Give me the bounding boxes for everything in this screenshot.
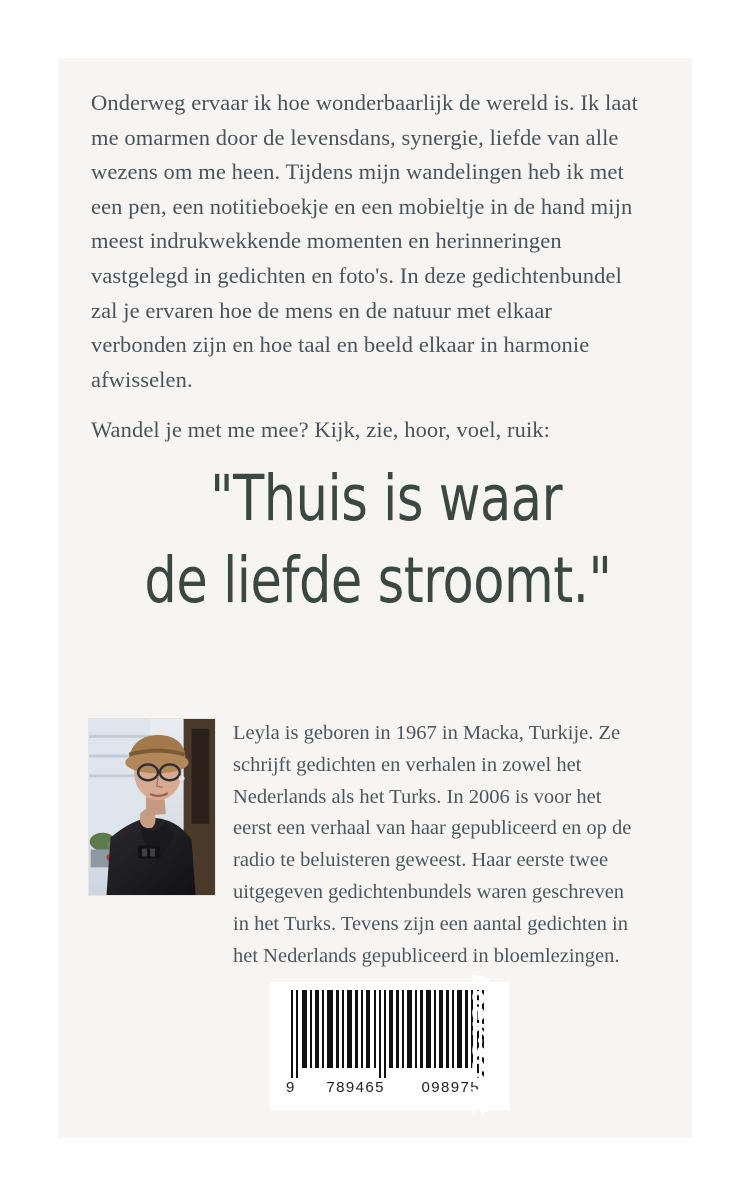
- pull-quote-line-1: "Thuis is waar: [210, 462, 563, 535]
- author-portrait-illustration: [89, 719, 215, 895]
- blurb-paragraph-2: Wandel je met me mee? Kijk, zie, hoor, voel, ruik:: [91, 417, 551, 443]
- barcode-lead-digit: 9: [286, 1079, 296, 1096]
- blurb-text-block: [91, 86, 653, 448]
- publisher-wordmark: [462, 974, 496, 1124]
- author-block: [88, 718, 658, 972]
- author-photo: [88, 718, 216, 896]
- book-back-cover: [58, 58, 692, 1138]
- author-bio: [233, 718, 635, 972]
- barcode-group-left: 789465: [326, 1079, 385, 1096]
- pull-quote: [117, 458, 639, 622]
- author-bio-text: Leyla is geboren in 1967 in Macka, Turkije. Ze schrijft gedichten en verhalen in zowel het Nederlands als het Turks. In 2006 is voor het eerst een verhaal van haar gepubliceerd en op de radio te beluisteren geweest. Haar eerste twee uitgegeven gedichtenbundels waren geschreven in het Turks. Tevens zijn een aantal gedichten in het Nederlands gepubliceerd in bloemlezingen.: [233, 722, 632, 967]
- blurb-paragraph-1: Onderweg ervaar ik hoe wonderbaarlijk de wereld is. Ik laat me omarmen door de levensdans, synergie, liefde van alle wezens om me heen. Tijdens mijn wandelingen heb ik met een pen, een notitieboekje en een mobieltje in de hand mijn meest indrukwekkende momenten en herinneringen vastgelegd in gedichten en foto's. In deze gedichtenbundel zal je ervaren hoe de mens en de natuur met elkaar verbonden zijn en hoe taal en beeld elkaar in harmonie afwisselen.: [91, 90, 638, 392]
- barcode-group-right: 098975: [421, 1079, 480, 1096]
- pull-quote-line-2: de liefde stroomt.": [144, 544, 612, 617]
- publisher-wordmark-text: boek·scout: [466, 974, 492, 1116]
